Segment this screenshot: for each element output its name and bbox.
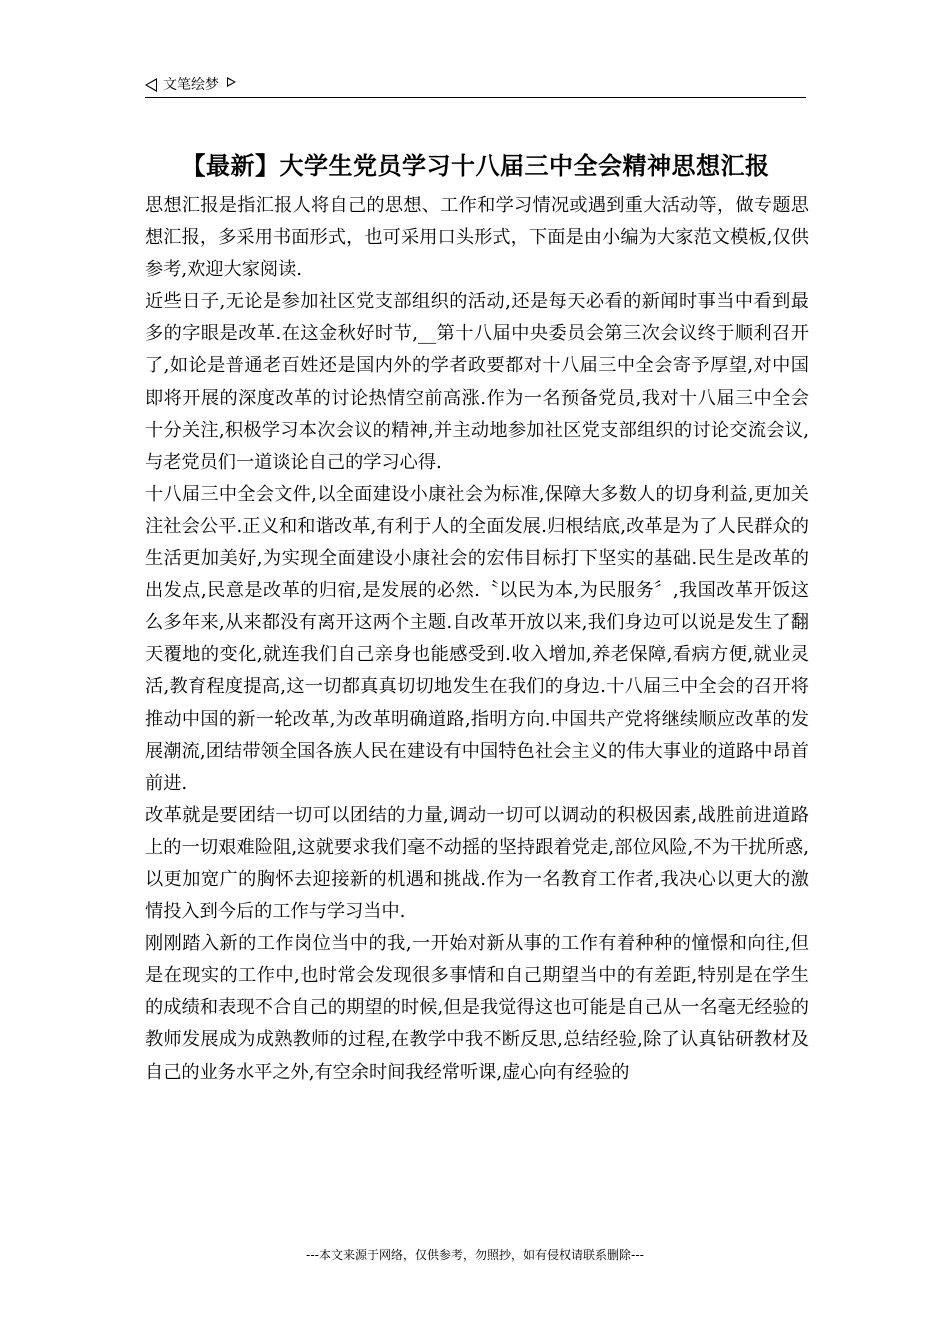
triangle-left-icon: [145, 78, 157, 92]
page-header: [145, 74, 806, 96]
paragraph-3: 十八届三中全会文件,以全面建设小康社会为标准,保障大多数人的切身利益,更加关注社会公平.正义和和谐改革,有利于人的全面发展.归根结底,改革是为了人民群众的生活更加美好,为实现全面建设小康社会的宏伟目标打下坚实的基础.民生是改革的出发点,民意是改革的归宿,是发展的必然.〝以民为本,为民服务〞,我国改革开饭这么多年来,从来都没有离开这两个主题.自改革开放以来,我们身边可以说是发生了翻天覆地的变化,就连我们自己亲身也能感受到.收入增加,养老保障,看病方便,就业灵活,教育程度提高,这一切都真真切切地发生在我们的身边.十八届三中全会的召开将推动中国的新一轮改革,为改革明确道路,指明方向.中国共产党将继续顺应改革的发展潮流,团结带领全国各族人民在建设有中国特色社会主义的伟大事业的道路中昂首前进.: [145, 483, 809, 794]
header-divider: [145, 97, 806, 98]
paragraph-intro: 思想汇报是指汇报人将自己的思想、工作和学习情况或遇到重大活动等，做专题思想汇报，多采用书面形式，也可采用口头形式，下面是由小编为大家范文模板,仅供参考,欢迎大家阅读.: [145, 195, 809, 281]
footer-disclaimer: ---本文来源于网络，仅供参考，勿照抄，如有侵权请联系删除---: [306, 1248, 644, 1262]
document-title: 【最新】大学生党员学习十八届三中全会精神思想汇报: [181, 152, 770, 180]
paragraph-2: 近些日子,无论是参加社区党支部组织的活动,还是每天必看的新闻时事当中看到最多的字眼是改革.在这金秋好时节,__第十八届中央委员会第三次会议终于顺利召开了,如论是普通老百姓还是国内外的学者政要都对十八届三中全会寄予厚望,对中国即将开展的深度改革的讨论热情空前高涨.作为一名预备党员,我对十八届三中全会十分关注,积极学习本次会议的精神,并主动地参加社区党支部组织的讨论交流会议,与老党员们一道谈论自己的学习心得.: [145, 291, 809, 473]
paragraph-5: 刚刚踏入新的工作岗位当中的我,一开始对新从事的工作有着种种的憧憬和向往,但是在现实的工作中,也时常会发现很多事情和自己期望当中的有差距,特别是在学生的成绩和表现不合自己的期望的时候,但是我觉得这也可能是自己从一名毫无经验的教师发展成为成熟教师的过程,在教学中我不断反思,总结经验,除了认真钻研教材及自己的业务水平之外,有空余时间我经常听课,虚心向有经验的: [145, 933, 809, 1083]
header-brand: 文笔绘梦: [163, 77, 219, 93]
triangle-right-icon: [227, 77, 236, 87]
paragraph-4: 改革就是要团结一切可以团结的力量,调动一切可以调动的积极因素,战胜前进道路上的一切艰难险阻,这就要求我们毫不动摇的坚持跟着党走,部位风险,不为干扰所惑,以更加宽广的胸怀去迎接新的机遇和挑战.作为一名教育工作者,我决心以更大的激情投入到今后的工作与学习当中.: [145, 804, 809, 923]
document-body: [145, 190, 809, 1089]
